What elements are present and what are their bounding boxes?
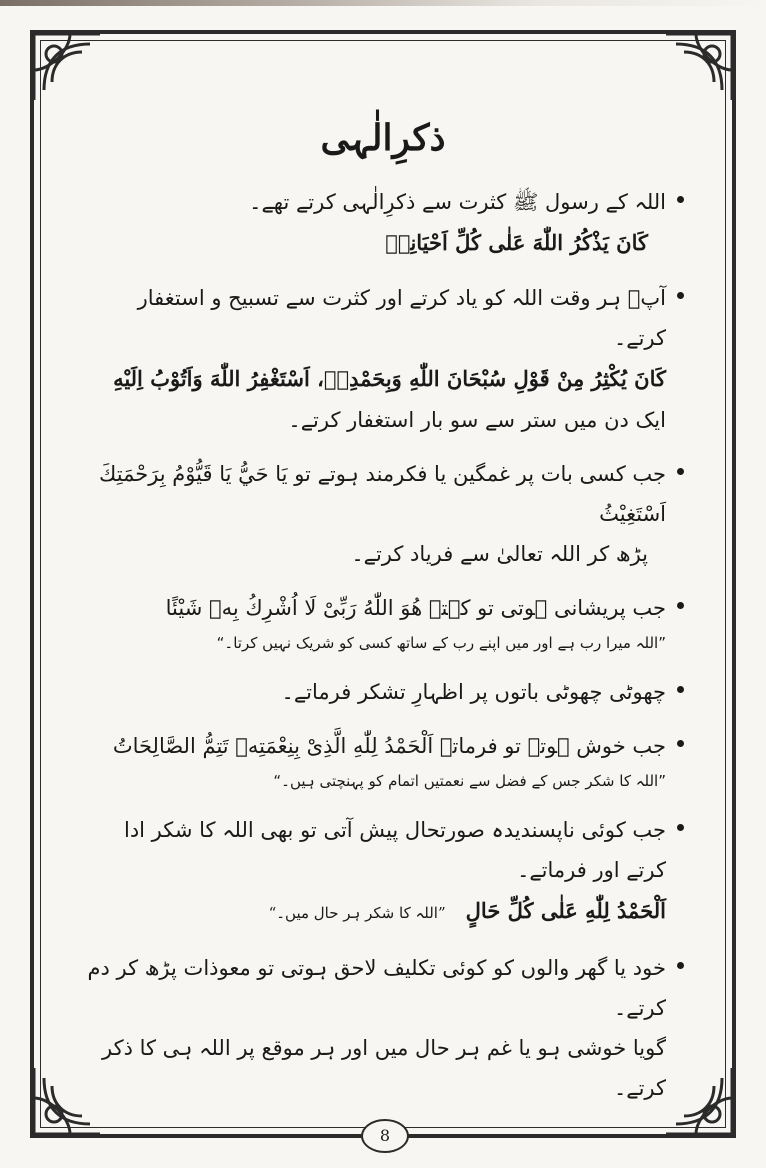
- arabic-quote: كَانَ يُكْثِرُ مِنْ قَوْلِ سُبْحَانَ اللّٰهِ وَبِحَمْدِهٖ، اَسْتَغْفِرُ اللّٰهَ وَاَتُوْبُ اِلَيْهِ: [113, 366, 666, 391]
- corner-ornament-icon: [662, 30, 736, 104]
- list-item: [82, 182, 684, 264]
- item-text: جب کسی بات پر غمگین یا فکرمند ہوتے تو يَا حَيُّ يَا قَيُّوْمُ بِرَحْمَتِكَ اَسْتَغِيْثُ: [99, 462, 666, 526]
- bullet-icon: [677, 740, 684, 747]
- top-edge-strip: [0, 0, 766, 6]
- bullet-icon: [677, 824, 684, 831]
- item-translation: ”اللہ کا شکر جس کے فضل سے نعمتیں اتمام کو پہنچتی ہیں۔“: [273, 772, 666, 790]
- item-text: اللہ کے رسول ﷺ کثرت سے ذکرِالٰہی کرتے تھے۔: [249, 190, 666, 214]
- item-translation: ”اللہ میرا رب ہے اور میں اپنے رب کے ساتھ کسی کو شریک نہیں کرتا۔“: [216, 634, 666, 652]
- item-text: جب خوش ہوتے تو فرماتے اَلْحَمْدُ لِلّٰهِ الَّذِىْ بِنِعْمَتِهٖ تَتِمُّ الصَّالِحَاتُ: [112, 734, 666, 758]
- item-text: آپؐ ہر وقت اللہ کو یاد کرتے اور کثرت سے تسبیح و استغفار کرتے۔: [137, 286, 666, 350]
- bullet-icon: [677, 196, 684, 203]
- bullet-icon: [677, 962, 684, 969]
- corner-ornament-icon: [30, 30, 104, 104]
- list-item: [82, 948, 684, 1108]
- item-note: ایک دن میں ستر سے سو بار استغفار کرتے۔: [288, 408, 666, 432]
- item-note: پڑھ کر اللہ تعالیٰ سے فریاد کرتے۔: [351, 542, 648, 566]
- bullet-icon: [677, 686, 684, 693]
- item-text: جب پریشانی ہوتی تو کہتے هُوَ اللّٰهُ رَبِّىْ لَا اُشْرِكُ بِهٖ شَيْئًا: [165, 596, 666, 620]
- arabic-quote: اَلْحَمْدُ لِلّٰهِ عَلٰى كُلِّ حَالٍ: [465, 898, 666, 923]
- page-number-rule: [408, 1134, 466, 1136]
- list-item: [82, 672, 684, 712]
- item-text: چھوٹی چھوٹی باتوں پر اظہارِ تشکر فرماتے۔: [281, 680, 666, 704]
- item-note: گویا خوشی ہو یا غم ہر حال میں اور ہر موقع پر اللہ ہی کا ذکر کرتے۔: [102, 1036, 666, 1100]
- list-item: [82, 726, 684, 796]
- item-translation: ”اللہ کا شکر ہر حال میں۔“: [268, 904, 446, 922]
- arabic-quote: كَانَ يَذْكُرُ اللّٰهَ عَلٰى كُلِّ اَحْيَانِهٖ: [385, 230, 648, 255]
- bullet-icon: [677, 468, 684, 475]
- list-item: [82, 810, 684, 934]
- page-number-rule: [300, 1134, 358, 1136]
- list-item: [82, 588, 684, 658]
- item-text: خود یا گھر والوں کو کوئی تکلیف لاحق ہوتی تو معوذات پڑھ کر دم کرتے۔: [87, 956, 666, 1020]
- page-content: [82, 100, 684, 1122]
- item-text: جب کوئی ناپسندیدہ صورتحال پیش آتی تو بھی اللہ کا شکر ادا کرتے اور فرماتے۔: [123, 818, 666, 882]
- arabic-quote-row: [82, 890, 666, 934]
- page-title: ذکرِالٰہی: [320, 117, 446, 159]
- page-number: 8: [361, 1119, 409, 1153]
- list-item: [82, 454, 684, 574]
- list-item: [82, 278, 684, 440]
- bullet-icon: [677, 602, 684, 609]
- bullet-icon: [677, 292, 684, 299]
